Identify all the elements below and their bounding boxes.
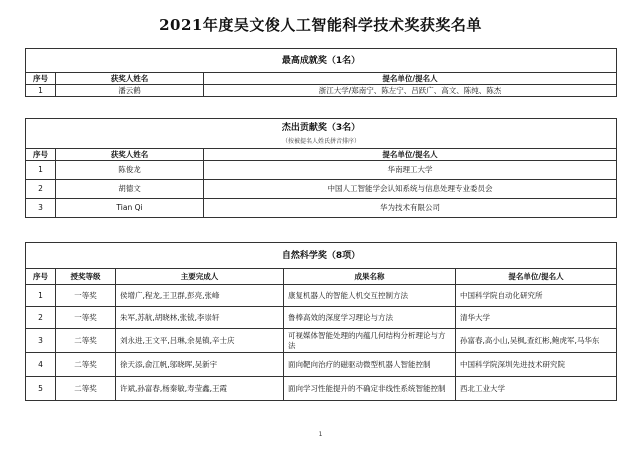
column-header: 提名单位/提名人 (204, 73, 617, 85)
main-contributors: 徐天添,俞江帆,邬晓晖,吴新宇 (116, 353, 284, 377)
award-grade: 二等奖 (56, 377, 116, 401)
project-name: 可视媒体智能处理的内蕴几何结构分析理论与方法 (284, 329, 456, 353)
column-header: 提名单位/提名人 (456, 269, 617, 285)
project-name: 康复机器人的智能人机交互控制方法 (284, 285, 456, 307)
section-heading: 杰出贡献奖（3名） (26, 119, 617, 137)
column-header: 序号 (26, 269, 56, 285)
page-number: 1 (318, 431, 323, 438)
award-grade: 一等奖 (56, 285, 116, 307)
awardee-name: 胡德文 (56, 180, 204, 199)
column-header: 提名单位/提名人 (204, 149, 617, 161)
main-contributors: 侯增广,程龙,王卫群,彭亮,张峰 (116, 285, 284, 307)
section-note: （按被提名人姓氏拼音排序） (26, 137, 617, 149)
table-row (26, 85, 617, 97)
table-row (26, 307, 617, 329)
column-header: 成果名称 (284, 269, 456, 285)
main-contributors: 刘永进,王文平,吕琳,余晃镇,辛士庆 (116, 329, 284, 353)
project-name: 面向靶向治疗的磁驱动微型机器人智能控制 (284, 353, 456, 377)
main-contributors: 朱军,苏航,胡晓林,张钹,李崇轩 (116, 307, 284, 329)
table-row (26, 161, 617, 180)
row-number: 3 (26, 199, 56, 218)
nominator: 孙富春,高小山,吴枫,查红彬,鲍虎军,马华东 (456, 329, 617, 353)
row-number: 4 (26, 353, 56, 377)
table-row (26, 377, 617, 401)
table-row (26, 353, 617, 377)
outstanding-contribution-table (25, 118, 617, 218)
row-number: 1 (26, 161, 56, 180)
awardee-name: 陈俊龙 (56, 161, 204, 180)
column-header: 序号 (26, 73, 56, 85)
row-number: 3 (26, 329, 56, 353)
table-row (26, 285, 617, 307)
table-row (26, 329, 617, 353)
nominator: 清华大学 (456, 307, 617, 329)
column-header: 序号 (26, 149, 56, 161)
section-heading: 最高成就奖（1名） (26, 49, 617, 73)
nominator: 华南理工大学 (204, 161, 617, 180)
column-header: 获奖人姓名 (56, 149, 204, 161)
project-name: 鲁棒高效的深度学习理论与方法 (284, 307, 456, 329)
row-number: 5 (26, 377, 56, 401)
column-header: 获奖人姓名 (56, 73, 204, 85)
nominator: 西北工业大学 (456, 377, 617, 401)
lifetime-achievement-table (25, 48, 617, 97)
nominator: 中国科学院深圳先进技术研究院 (456, 353, 617, 377)
nominator: 中国人工智能学会认知系统与信息处理专业委员会 (204, 180, 617, 199)
nominator: 华为技术有限公司 (204, 199, 617, 218)
table-row (26, 199, 617, 218)
award-grade: 二等奖 (56, 353, 116, 377)
column-header: 主要完成人 (116, 269, 284, 285)
award-grade: 一等奖 (56, 307, 116, 329)
natural-science-table (25, 242, 617, 401)
nominator: 浙江大学/郑南宁、陈左宁、吕跃广、高文、陈纯、陈杰 (204, 85, 617, 97)
nominator: 中国科学院自动化研究所 (456, 285, 617, 307)
award-grade: 二等奖 (56, 329, 116, 353)
awardee-name: Tian Qi (56, 199, 204, 218)
table-row (26, 180, 617, 199)
main-contributors: 许斌,孙富春,杨秦敏,寿莹鑫,王霞 (116, 377, 284, 401)
row-number: 1 (26, 285, 56, 307)
page-title: 2021年度吴文俊人工智能科学技术奖获奖名单 (159, 16, 482, 34)
row-number: 2 (26, 307, 56, 329)
row-number: 1 (26, 85, 56, 97)
section-heading: 自然科学奖（8项） (26, 243, 617, 269)
awardee-name: 潘云鹤 (56, 85, 204, 97)
project-name: 面向学习性能提升的不确定非线性系统智能控制 (284, 377, 456, 401)
row-number: 2 (26, 180, 56, 199)
column-header: 授奖等级 (56, 269, 116, 285)
